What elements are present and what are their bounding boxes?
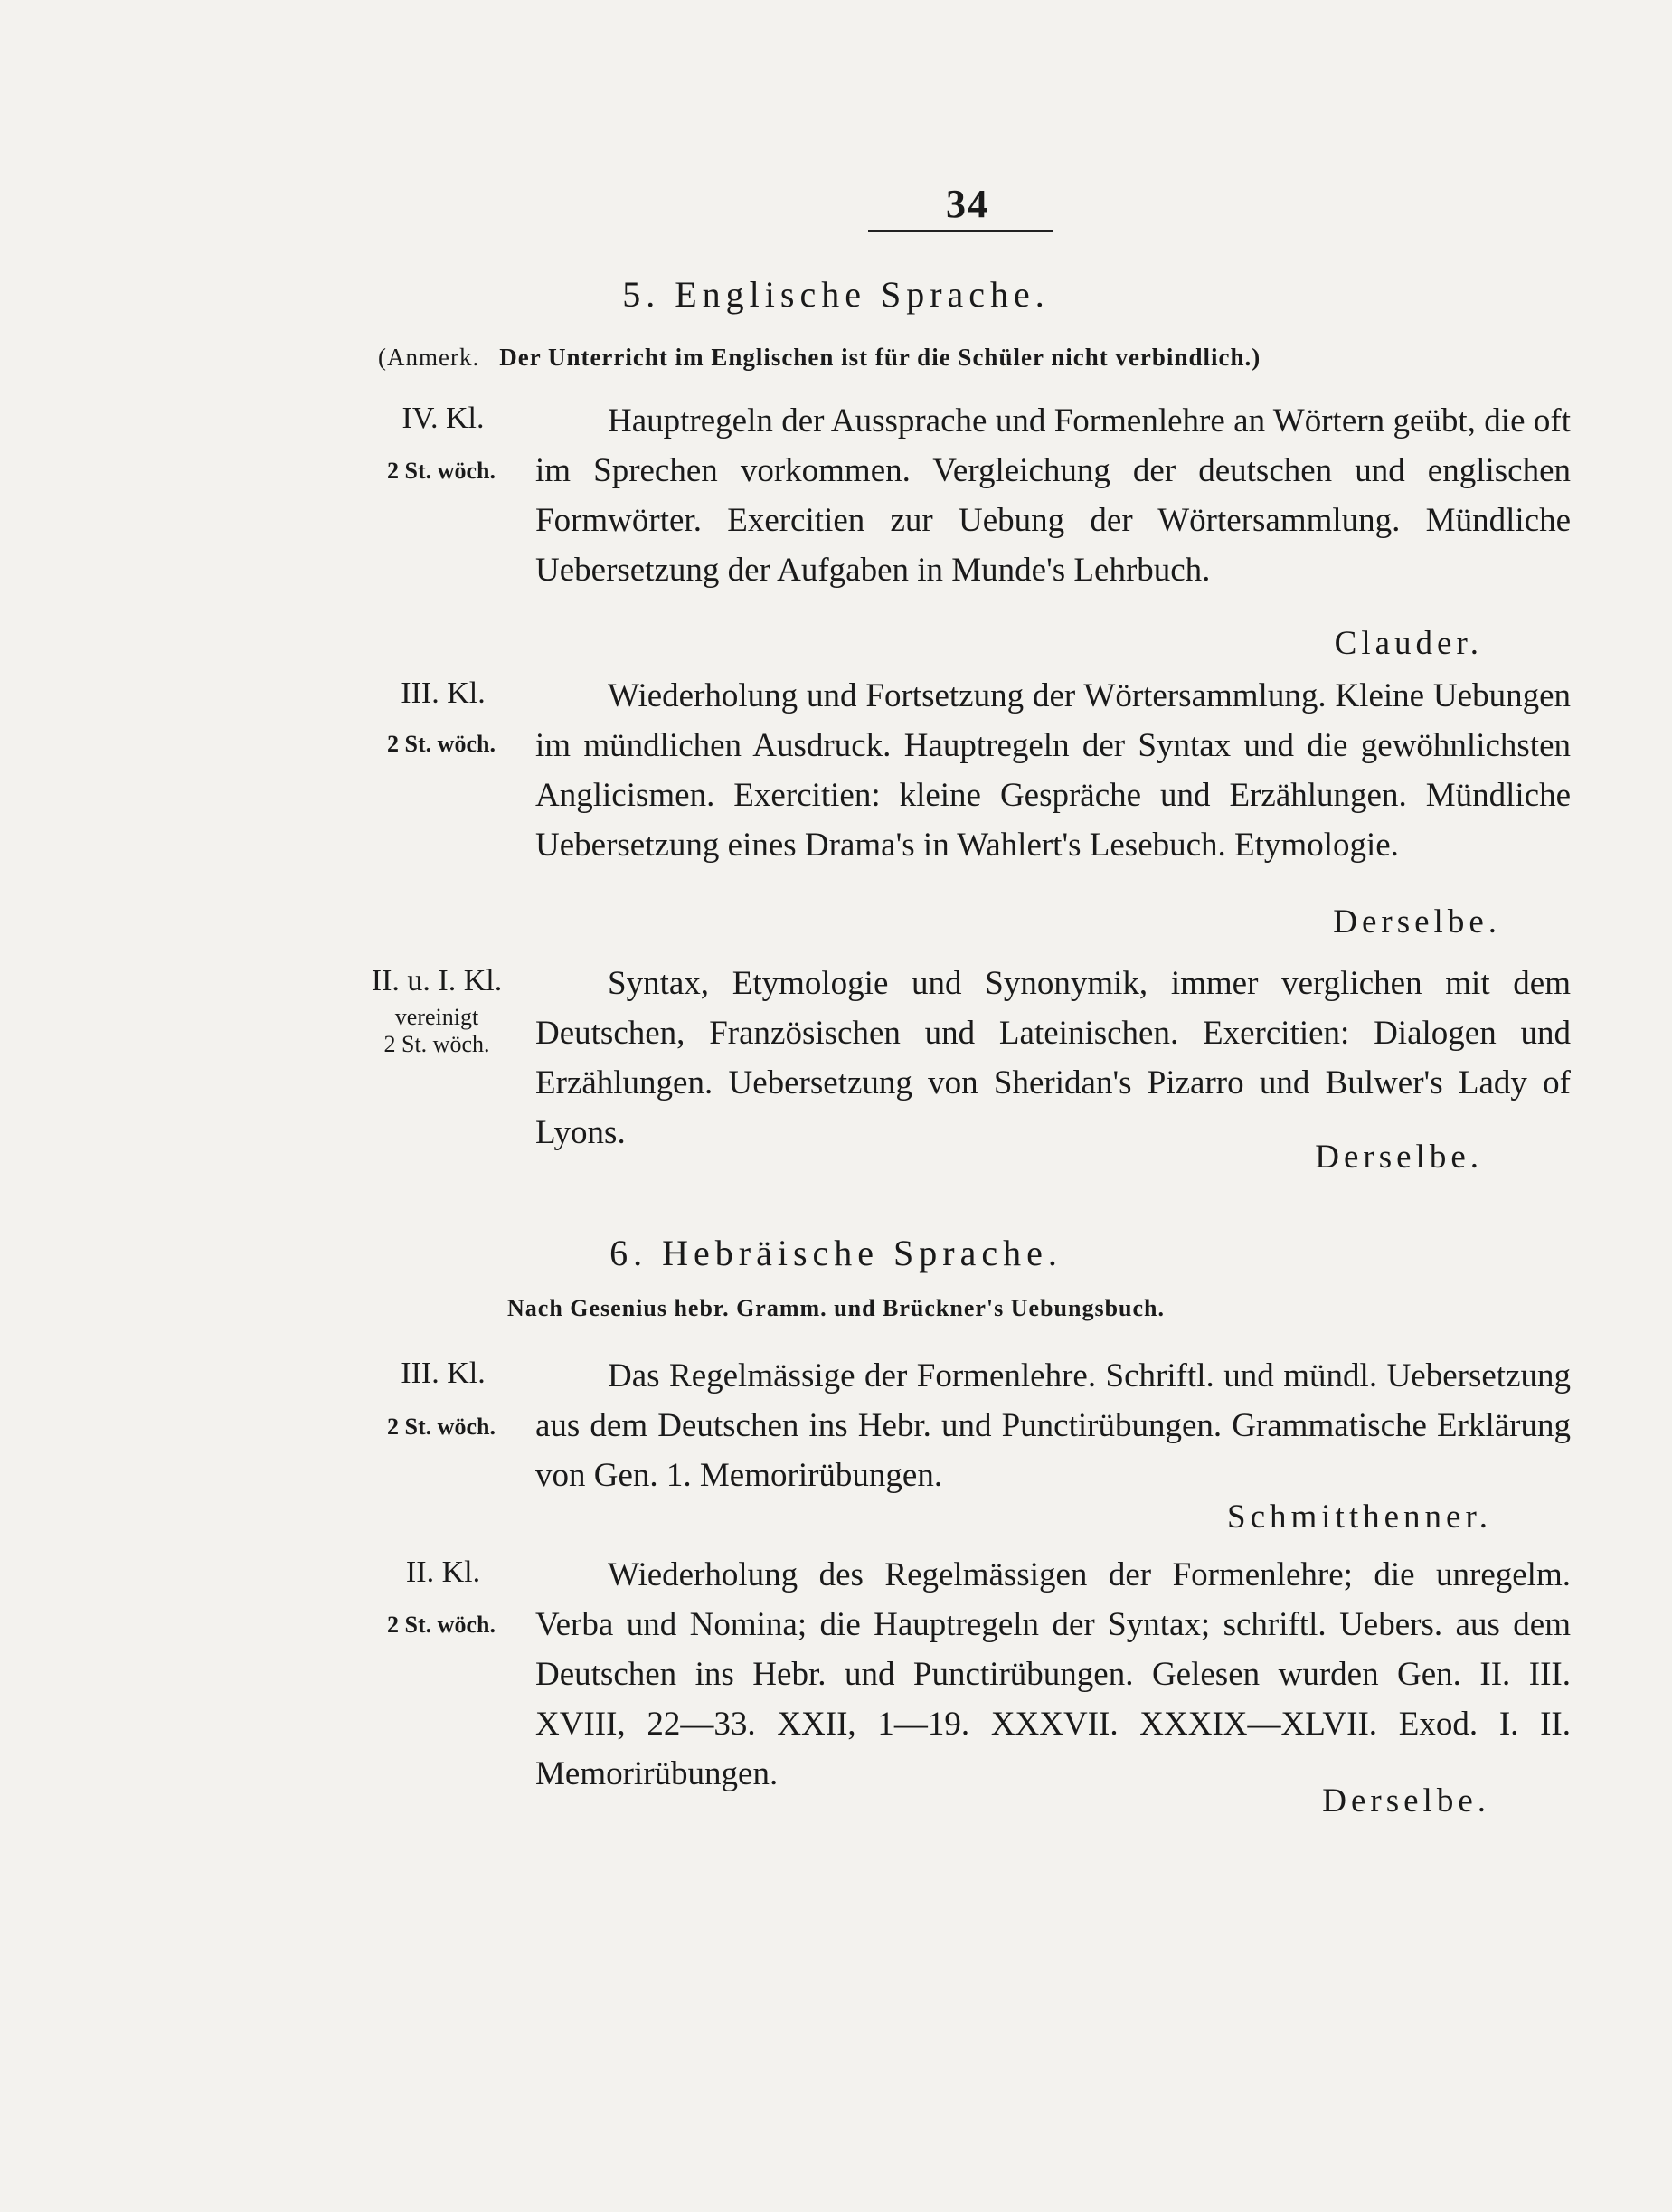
page-number: 34: [946, 182, 989, 226]
page-number-rule: [868, 230, 1053, 232]
class-label: III. Kl.: [401, 676, 486, 710]
hours-label: 2 St. wöch.: [387, 1413, 496, 1440]
hours-label: [346, 1004, 527, 1058]
teacher-signature: Schmitthenner.: [1227, 1498, 1492, 1536]
section-title-english: 5. Englische Sprache.: [622, 274, 1050, 315]
hours-label: 2 St. wöch.: [387, 1612, 496, 1638]
entry-text: Wiederholung des Regelmässigen der Formenlehre; die unregelm. Verba und Nomina; die Hauptregeln der Syntax; schriftl. Uebers. aus dem Deutschen ins Hebr. und Punctirübungen. Gelesen wurden Gen. II. III. XVIII, 22—33. XXII, 1—19. XXXVII. XXXIX—XLVII. Exod. I. II. Memorirübungen.: [535, 1556, 1571, 1792]
hours-vereinigt: vereinigt: [394, 1004, 479, 1030]
note-lead: (Anmerk.: [378, 344, 480, 371]
hours-label: 2 St. wöch.: [387, 731, 496, 757]
class-label: III. Kl.: [401, 1357, 486, 1390]
hours-label: 2 St. wöch.: [387, 458, 496, 484]
entry-text: Hauptregeln der Aussprache und Formenlehre an Wörtern geübt, die oft im Sprechen vorkommen. Vergleichung der deutschen und englischen Formwörter. Exercitien zur Uebung der Wörtersammlung. Mündliche Uebersetzung der Aufgaben in Munde's Lehrbuch.: [535, 402, 1571, 589]
class-label: II. Kl.: [405, 1555, 481, 1589]
teacher-signature: Derselbe.: [1333, 903, 1501, 941]
teacher-signature: Clauder.: [1334, 625, 1483, 662]
teacher-signature: Derselbe.: [1315, 1139, 1483, 1176]
entry-text: Syntax, Etymologie und Synonymik, immer verglichen mit dem Deutschen, Französischen und Lateinischen. Exercitien: Dialogen und Erzählungen. Uebersetzung von Sheridan's Pizarro und Bulwer's Lady of Lyons.: [535, 965, 1571, 1151]
note-text: Der Unterricht im Englischen ist für die Schüler nicht verbindlich.): [499, 344, 1261, 371]
class-label: II. u. I. Kl.: [371, 964, 503, 997]
teacher-signature: Derselbe.: [1322, 1782, 1490, 1820]
section-note: [378, 344, 1554, 372]
entry-text: Das Regelmässige der Formenlehre. Schriftl. und mündl. Uebersetzung aus dem Deutschen ins Hebr. und Punctirübungen. Grammatische Erklärung von Gen. 1. Memorirübungen.: [535, 1357, 1571, 1494]
entry-text: Wiederholung und Fortsetzung der Wörtersammlung. Kleine Uebungen im mündlichen Ausdruck. Hauptregeln der Syntax und die gewöhnlichsten Anglicismen. Exercitien: kleine Gespräche und Erzählungen. Mündliche Uebersetzung eines Drama's in Wahlert's Lesebuch. Etymologie.: [535, 677, 1571, 864]
section-subtitle: Nach Gesenius hebr. Gramm. und Brückner's Uebungsbuch.: [507, 1295, 1165, 1321]
hours-weekly: 2 St. wöch.: [383, 1031, 490, 1057]
section-title-hebrew: 6. Hebräische Sprache.: [609, 1233, 1063, 1273]
class-label: IV. Kl.: [401, 402, 485, 435]
